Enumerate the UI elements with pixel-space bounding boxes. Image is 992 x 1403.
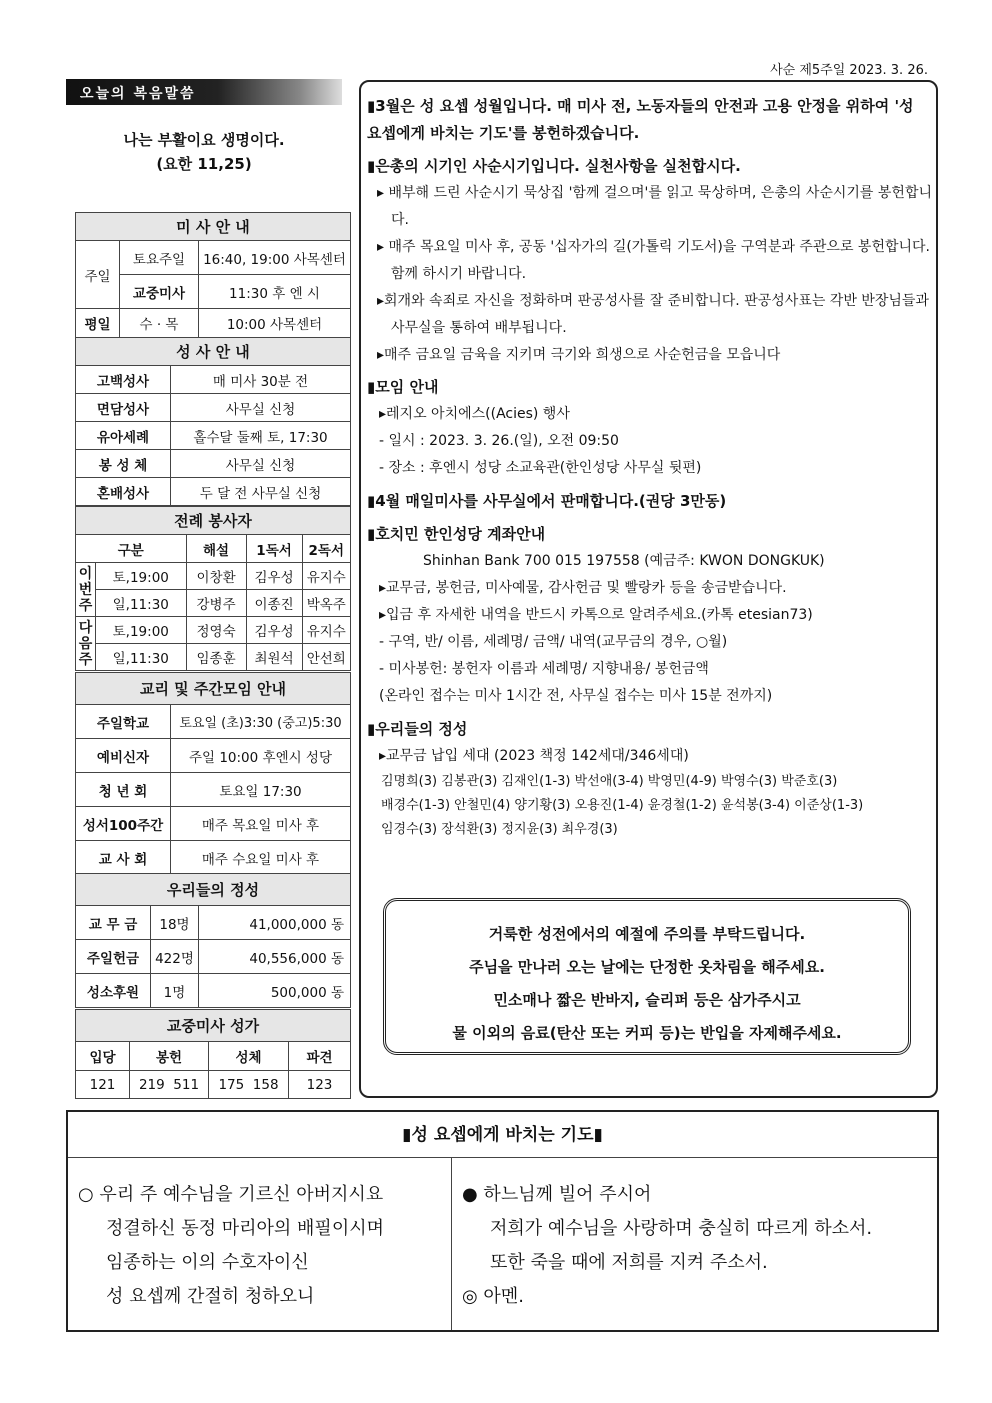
gospel-reference: (요한 11,25) [156, 155, 252, 173]
prayer-title: ▮성 요셉에게 바치는 기도▮ [68, 1112, 937, 1158]
prayer-line: 성 요셉께 간절히 청하오니 [106, 1286, 315, 1307]
sacrament-value: 사무실 신청 [171, 394, 351, 422]
minister-time: 토,19:00 [96, 617, 187, 644]
minister-name: 유지수 [302, 617, 350, 644]
mass-row-name: 교중미사 [120, 275, 199, 309]
offering-amount: 40,556,000 동 [199, 940, 351, 974]
sacrament-value: 사무실 신청 [171, 450, 351, 478]
minister-name: 임종훈 [186, 644, 246, 671]
notice-account-item: ▸교무금, 봉헌금, 미사예물, 감사헌금 및 빨랑카 등을 송금받습니다. [379, 580, 787, 596]
minister-name: 강병주 [186, 590, 246, 617]
week-this-label: 이번주 [76, 563, 96, 617]
offering-table [75, 873, 351, 1008]
meeting-name: 주일학교 [76, 705, 171, 739]
prayer-line: 임종하는 이의 수호자이신 [106, 1252, 309, 1273]
sacrament-name: 고백성사 [76, 366, 171, 394]
prayer-line: 저희가 예수님을 사랑하며 충실히 따르게 하소서. [490, 1218, 873, 1239]
sacrament-value: 매 미사 30분 전 [171, 366, 351, 394]
offering-name: 성소후원 [76, 974, 151, 1008]
minister-name: 유지수 [302, 563, 350, 590]
prayer-box [66, 1110, 939, 1332]
ministers-header: 해설 [186, 535, 246, 563]
hymn-value: 123 [289, 1071, 351, 1099]
hymn-header: 입당 [76, 1042, 130, 1071]
mass-weekday-label: 평일 [76, 309, 120, 338]
offering-amount: 41,000,000 동 [199, 906, 351, 940]
sacrament-value: 홀수달 둘째 토, 17:30 [171, 422, 351, 450]
meeting-name: 성서100주간 [76, 807, 171, 841]
offering-count: 1명 [151, 974, 199, 1008]
mass-row-name: 토요주일 [120, 241, 199, 275]
gospel-label: 오늘의 복음말씀 [66, 79, 342, 105]
ministers-header: 1독서 [246, 535, 302, 563]
ministers-title: 전례 봉사자 [76, 507, 351, 535]
notice-account-item: - 구역, 반/ 이름, 세례명/ 금액/ 내역(교무금의 경우, ○월) [379, 634, 728, 650]
hymn-header: 봉헌 [130, 1042, 209, 1071]
hymn-value: 121 [76, 1071, 130, 1099]
sacrament-title: 성 사 안 내 [76, 338, 351, 366]
minister-name: 정영숙 [186, 617, 246, 644]
notice-meeting-item: - 장소 : 후엔시 성당 소교육관(한인성당 사무실 뒷편) [379, 460, 702, 476]
notice-missal-sale: ▮4월 매일미사를 사무실에서 판매합니다.(권당 3만동) [367, 492, 727, 510]
offering-amount: 500,000 동 [199, 974, 351, 1008]
minister-name: 이창환 [186, 563, 246, 590]
week-next-label: 다음주 [76, 617, 96, 671]
offering-title: 우리들의 정성 [76, 874, 351, 906]
notice-saint-joseph-month: ▮3월은 성 요셉 성월입니다. 매 미사 전, 노동자들의 안전과 고용 안정을 위하여 '성 요셉에게 바치는 기도'를 봉헌하겠습니다. [367, 97, 914, 142]
meeting-name: 청 년 회 [76, 773, 171, 807]
prayer-line: ● 하느님께 빌어 주시어 [462, 1184, 652, 1205]
notice-lent-title: ▮은총의 시기인 사순시기입니다. 실천사항을 실천합시다. [367, 157, 741, 175]
member-line: 임경수(3) 장석환(3) 정지윤(3) 최우경(3) [381, 822, 618, 837]
sacrament-value: 두 달 전 사무실 신청 [171, 478, 351, 506]
minister-name: 안선희 [302, 644, 350, 671]
offering-name: 교 무 금 [76, 906, 151, 940]
ministers-table [75, 506, 351, 671]
hymn-header: 파견 [289, 1042, 351, 1071]
prayer-line: 정결하신 동정 마리아의 배필이시며 [106, 1218, 384, 1239]
gospel-verse [66, 128, 342, 176]
hymn-value: 175 158 [209, 1071, 289, 1099]
member-line: 배경수(1-3) 안철민(4) 양기황(3) 오용진(1-4) 윤경철(1-2) 윤석봉(3-4) 이준상(1-3) [381, 798, 864, 813]
meeting-name: 예비신자 [76, 739, 171, 773]
notice-lent-item: ▸회개와 속죄로 자신을 정화하며 판공성사를 잘 준비합니다. 판공성사표는 각반 반장님들과 사무실을 통하여 배부됩니다. [377, 293, 929, 336]
notice-offering-title: ▮우리들의 정성 [367, 720, 468, 738]
notice-account-item: - 미사봉헌: 봉헌자 이름과 세례명/ 지향내용/ 봉헌금액 [379, 661, 709, 677]
notice-lent-item: ▸ 배부해 드린 사순시기 묵상집 '함께 걸으며'를 읽고 묵상하며, 은총의 사순시기를 봉헌합니다. [377, 185, 932, 228]
notice-account-item: ▸입금 후 자세한 내역을 반드시 카톡으로 알려주세요.(카톡 etesian73) [379, 607, 813, 623]
etiquette-line: 민소매나 짧은 반바지, 슬리퍼 등은 삼가주시고 [493, 991, 801, 1009]
prayer-line: ○ 우리 주 예수님을 기르신 아버지시요 [78, 1184, 384, 1205]
notice-bank-account: Shinhan Bank 700 015 197558 (예금주: KWON DONGKUK) [423, 553, 825, 569]
meetings-table [75, 672, 351, 875]
mass-title: 미 사 안 내 [76, 213, 351, 241]
meetings-title: 교리 및 주간모임 안내 [76, 673, 351, 705]
sacrament-name: 봉 성 체 [76, 450, 171, 478]
minister-name: 김우성 [246, 617, 302, 644]
minister-name: 박옥주 [302, 590, 350, 617]
hymns-title: 교중미사 성가 [76, 1010, 351, 1042]
offering-name: 주일헌금 [76, 940, 151, 974]
minister-time: 토,19:00 [96, 563, 187, 590]
meeting-value: 토요일 (초)3:30 (중고)5:30 [171, 705, 351, 739]
gospel-verse-text: 나는 부활이요 생명이다. [123, 131, 285, 149]
sacrament-name: 혼배성사 [76, 478, 171, 506]
meeting-value: 토요일 17:30 [171, 773, 351, 807]
meeting-value: 매주 목요일 미사 후 [171, 807, 351, 841]
sacrament-name: 유아세례 [76, 422, 171, 450]
minister-name: 김우성 [246, 563, 302, 590]
prayer-right-column [452, 1158, 937, 1330]
notice-list [367, 93, 932, 842]
minister-time: 일,11:30 [96, 590, 187, 617]
notice-meeting-item: ▸레지오 아치에스((Acies) 행사 [379, 406, 570, 422]
notice-meeting-title: ▮모임 안내 [367, 378, 439, 396]
offering-count: 18명 [151, 906, 199, 940]
hymn-header: 성체 [209, 1042, 289, 1071]
meeting-name: 교 사 회 [76, 841, 171, 875]
notice-account-item: (온라인 접수는 미사 1시간 전, 사무실 접수는 미사 15분 전까지) [379, 688, 773, 704]
mass-sunday-label: 주일 [76, 241, 120, 309]
notice-meeting-item: - 일시 : 2023. 3. 26.(일), 오전 09:50 [379, 433, 619, 449]
meeting-value: 매주 수요일 미사 후 [171, 841, 351, 875]
etiquette-line: 거룩한 성전에서의 예절에 주의를 부탁드립니다. [488, 925, 806, 943]
date-line: 사순 제5주일 2023. 3. 26. [770, 63, 928, 78]
ministers-header: 구분 [76, 535, 187, 563]
prayer-line: ◎ 아멘. [462, 1286, 524, 1307]
mass-row-time: 10:00 사목센터 [199, 309, 351, 338]
offering-count: 422명 [151, 940, 199, 974]
notice-offering-sub: ▸교무금 납입 세대 (2023 책정 142세대/346세대) [379, 748, 689, 764]
ministers-header: 2독서 [302, 535, 350, 563]
minister-name: 최원석 [246, 644, 302, 671]
notice-lent-item: ▸매주 금요일 금육을 지키며 극기와 희생으로 사순헌금을 모읍니다 [377, 347, 781, 363]
hymn-value: 219 511 [130, 1071, 209, 1099]
etiquette-line: 물 이외의 음료(탄산 또는 커피 등)는 반입을 자제해주세요. [452, 1024, 842, 1042]
sacrament-name: 면담성사 [76, 394, 171, 422]
notice-account-title: ▮호치민 한인성당 계좌안내 [367, 525, 546, 543]
mass-table [75, 212, 351, 338]
notice-lent-item: ▸ 매주 목요일 미사 후, 공동 '십자가의 길(가톨릭 기도서)을 구역분과 주관으로 봉헌합니다. 함께 하시기 바랍니다. [377, 239, 930, 282]
minister-time: 일,11:30 [96, 644, 187, 671]
mass-row-name: 수 · 목 [120, 309, 199, 338]
etiquette-box [383, 898, 911, 1055]
meeting-value: 주일 10:00 후엔시 성당 [171, 739, 351, 773]
prayer-left-column [68, 1158, 452, 1330]
etiquette-line: 주님을 만나러 오는 날에는 단정한 옷차림을 해주세요. [469, 958, 825, 976]
member-line: 김명희(3) 김봉관(3) 김재인(1-3) 박선애(3-4) 박영민(4-9) 박영수(3) 박준호(3) [381, 774, 838, 789]
mass-row-time: 16:40, 19:00 사목센터 [199, 241, 351, 275]
hymns-table [75, 1009, 351, 1099]
prayer-line: 또한 죽을 때에 저희를 지켜 주소서. [490, 1252, 768, 1273]
mass-row-time: 11:30 후 엔 시 [199, 275, 351, 309]
minister-name: 이종진 [246, 590, 302, 617]
sacrament-table [75, 337, 351, 506]
